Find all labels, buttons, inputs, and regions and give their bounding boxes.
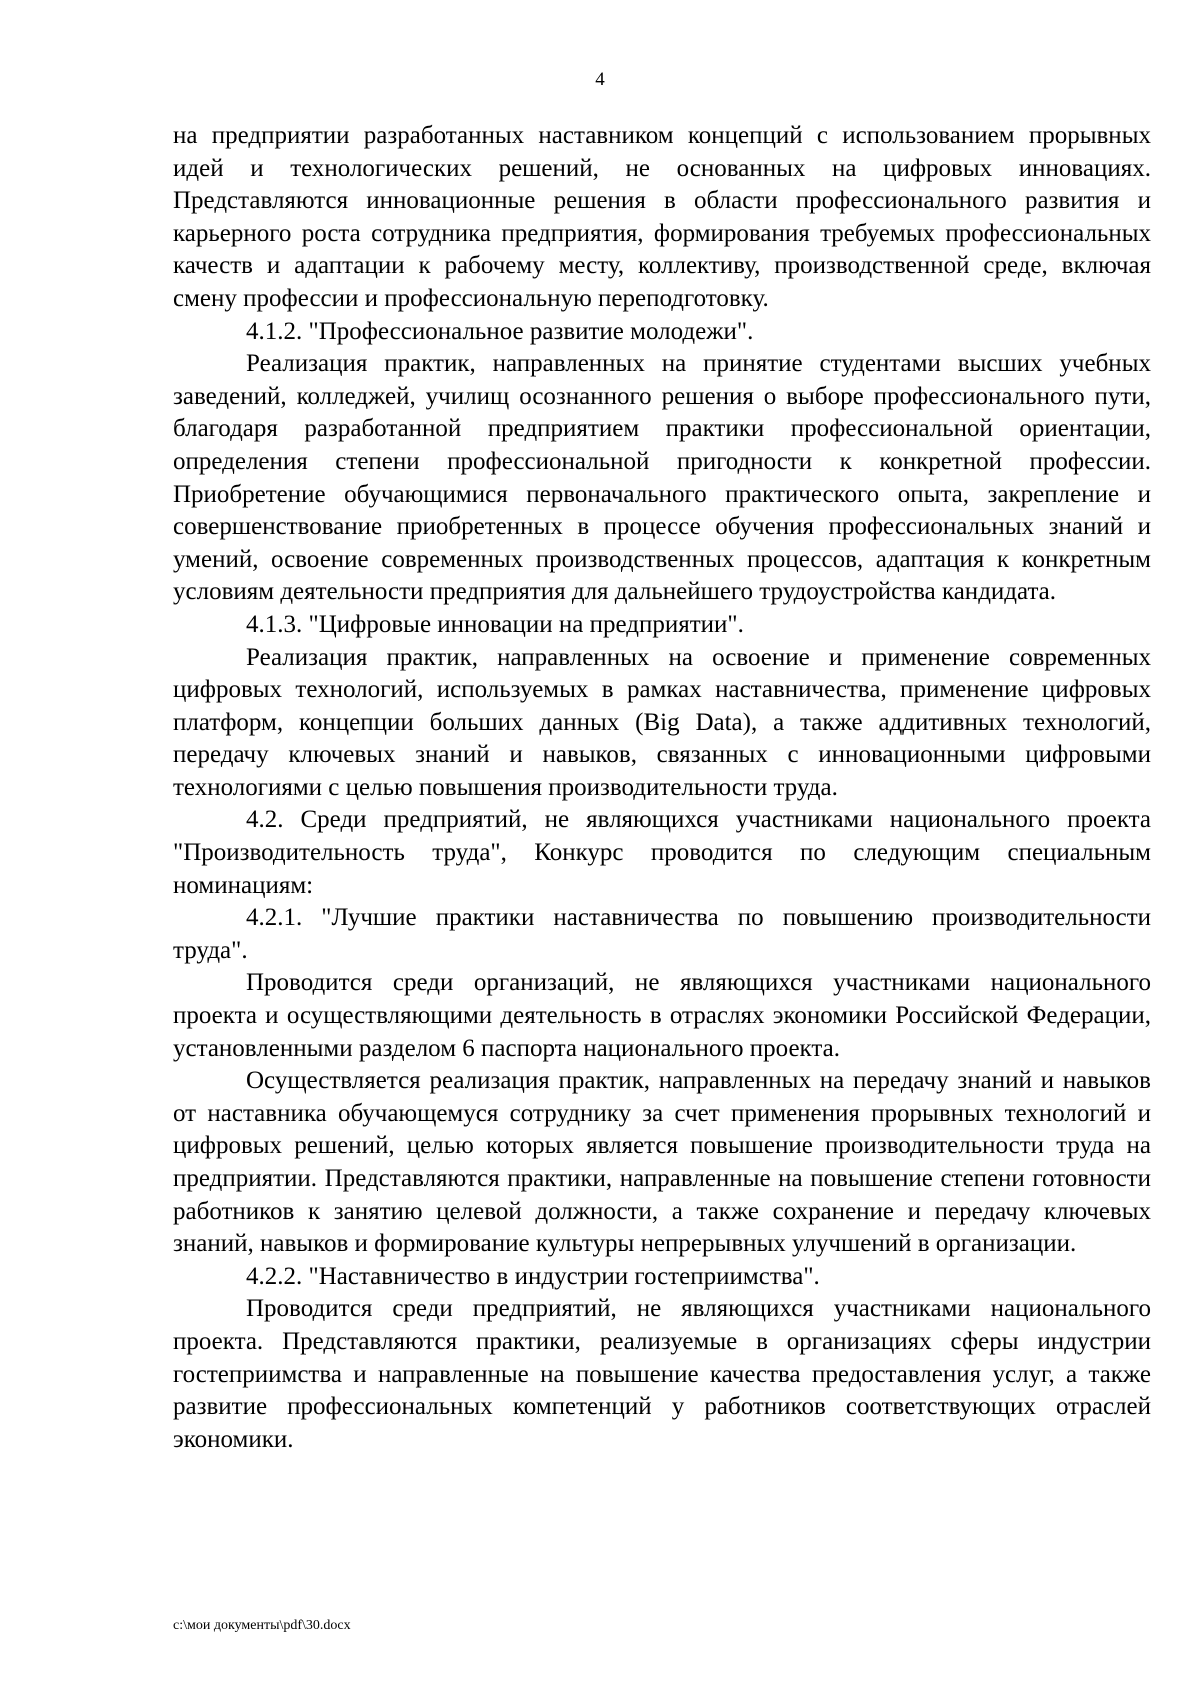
paragraph-4-2-2-body: Проводится среди предприятий, не являющихся участниками национального проекта. Представляются практики, реализуемые в организациях сферы индустрии гостеприимства и направленные на повышение качества предоставления услуг, а также развитие профессиональных компетенций у работников соответствующих отраслей экономики. xyxy=(173,1295,1151,1453)
paragraph-intro-continuation: на предприятии разработанных наставником концепций с использованием прорывных идей и технологических решений, не основанных на цифровых инновациях. Представляются инновационные решения в области профессионального развития и карьерного роста сотрудника предприятия, формирования требуемых профессиональных качеств и адаптации к рабочему месту, коллективу, производственной среде, включая смену профессии и профессиональную переподготовку. xyxy=(173,122,1151,312)
heading-4-2-1: 4.2.1. "Лучшие практики наставничества по повышению производительности труда". xyxy=(173,904,1151,964)
page-number: 4 xyxy=(595,69,605,90)
paragraph-4-2-1-scope: Проводится среди организаций, не являющихся участниками национального проекта и осуществляющими деятельность в отраслях экономики Российской Федерации, установленными разделом 6 паспорта национального проекта. xyxy=(173,969,1151,1062)
footer-file-path: c:\мои документы\pdf\30.docx xyxy=(173,1618,351,1633)
heading-4-1-2: 4.1.2. "Профессиональное развитие молодежи". xyxy=(246,317,754,345)
document-body xyxy=(173,120,1151,1456)
paragraph-4-1-2-body: Реализация практик, направленных на принятие студентами высших учебных заведений, колледжей, училищ осознанного решения о выборе профессионального пути, благодаря разработанной предприятием практики профессиональной ориентации, определения степени профессиональной пригодности к конкретной профессии. Приобретение обучающимися первоначального практического опыта, закрепление и совершенствование приобретенных в процессе обучения профессиональных знаний и умений, освоение современных производственных процессов, адаптация к конкретным условиям деятельности предприятия для дальнейшего трудоустройства кандидата. xyxy=(173,350,1151,606)
heading-4-2-2: 4.2.2. "Наставничество в индустрии гостеприимства". xyxy=(246,1262,820,1290)
heading-4-1-3: 4.1.3. "Цифровые инновации на предприятии". xyxy=(246,610,744,638)
paragraph-4-2-1-body: Осуществляется реализация практик, направленных на передачу знаний и навыков от наставника обучающемуся сотруднику за счет применения прорывных технологий и цифровых решений, целью которых является повышение производительности труда на предприятии. Представляются практики, направленные на повышение степени готовности работников к занятию целевой должности, а также сохранение и передачу ключевых знаний, навыков и формирование культуры непрерывных улучшений в организации. xyxy=(173,1067,1151,1258)
paragraph-4-2: 4.2. Среди предприятий, не являющихся участниками национального проекта "Производительность труда", Конкурс проводится по следующим специальным номинациям: xyxy=(173,806,1151,899)
paragraph-4-1-3-body: Реализация практик, направленных на освоение и применение современных цифровых технологий, используемых в рамках наставничества, применение цифровых платформ, концепции больших данных (Big Data), а также аддитивных технологий, передачу ключевых знаний и навыков, связанных с инновационными цифровыми технологиями с целью повышения производительности труда. xyxy=(173,643,1151,801)
